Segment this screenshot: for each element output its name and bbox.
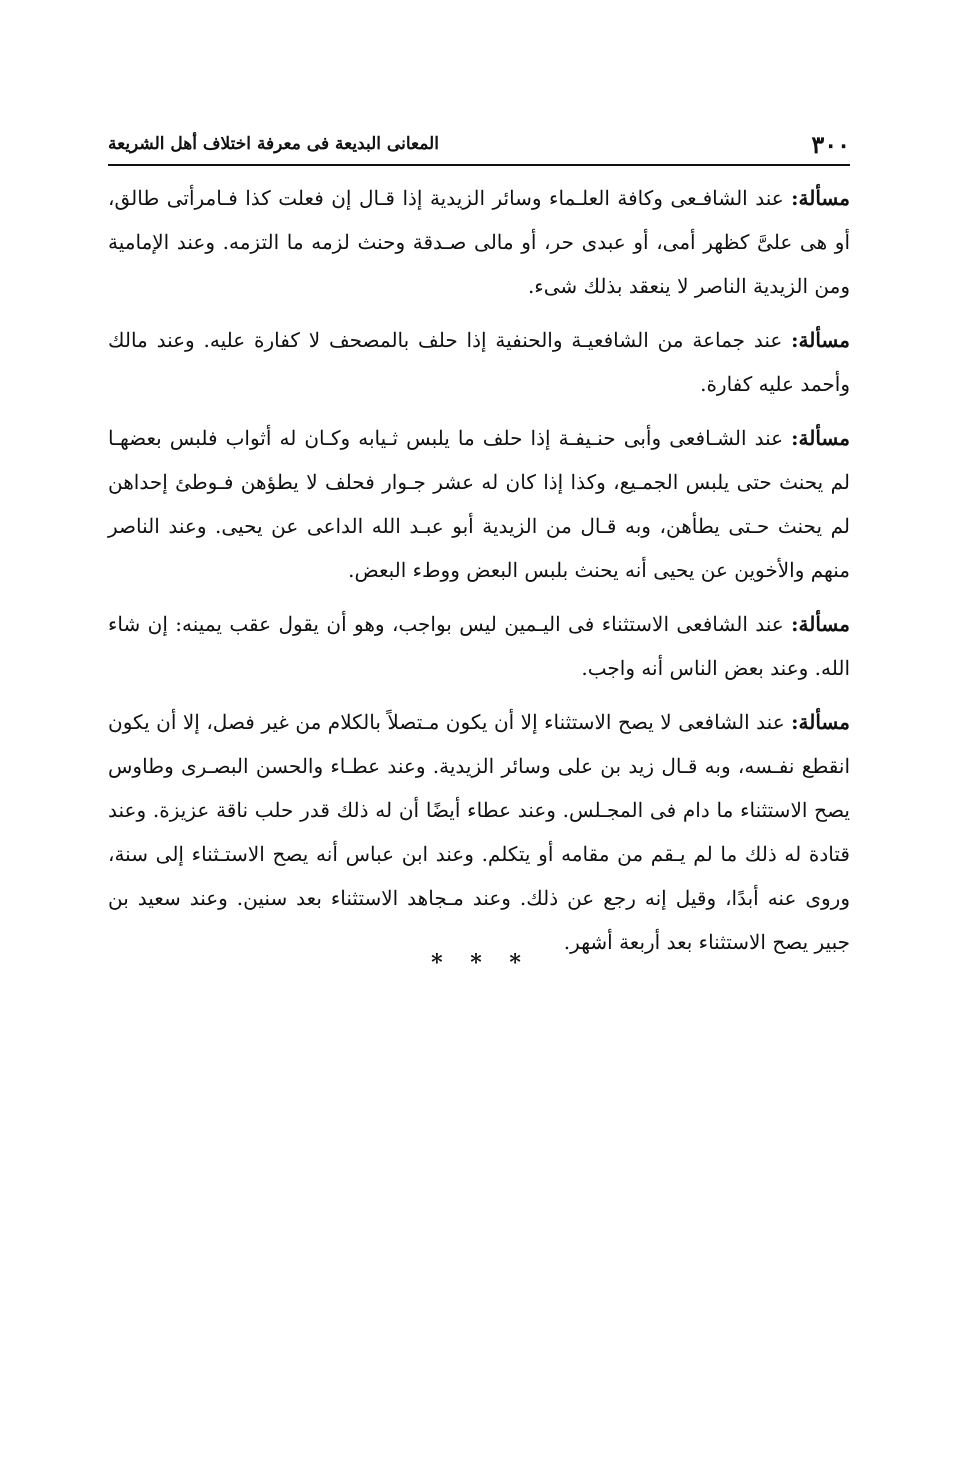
page-header — [108, 126, 850, 162]
paragraph-2 — [108, 318, 850, 406]
paragraph-lead: مسألة: — [791, 328, 850, 352]
paragraph-text: عند الشافعى الاستثناء فى اليـمين ليس بواجب، وهو أن يقول عقب يمينه: إن شاء الله. وعند بعض الناس أنه واجب. — [108, 612, 850, 680]
paragraph-text: عند الشـافعى وأبى حنـيفـة إذا حلف ما يلبس ثـيابه وكـان له أثواب فلبس بعضهـا لم يحنث حتى يلبس الجمـيع، وكذا إذا كان له عشر جـوار فحلف لا يطؤهن فـوطئ إحداهن لم يحنث حـتى يطأهن، وبه قـال من الزيدية أبو عبـد الله الداعى عن يحيى. وعند الناصر منهم والأخوين عن يحيى أنه يحنث بلبس البعض ووطء البعض. — [108, 426, 850, 582]
paragraph-3 — [108, 416, 850, 592]
paragraph-text: عند الشافعى لا يصح الاستثناء إلا أن يكون مـتصلاً بالكلام من غير فصل، إلا أن يكون انقطع نفـسه، وبه قـال زيد بن على وسائر الزيدية. وعند عطـاء والحسن البصـرى وطاوس يصح الاستثناء ما دام فى المجـلس. وعند عطاء أيضًا أن له ذلك قدر حلب ناقة عزيزة. وعند قتادة له ذلك ما لم يـقم من مقامه أو يتكلم. وعند ابن عباس أنه يصح الاستـثناء إلى سنة، وروى عنه أبدًا، وقيل إنه رجع عن ذلك. وعند مـجاهد الاستثناء بعد سنين. وعند سعيد بن جبير يصح الاستثناء بعد أربعة أشهر. — [108, 710, 850, 954]
paragraph-text: عند جماعة من الشافعيـة والحنفية إذا حلف بالمصحف لا كفارة عليه. وعند مالك وأحمد عليه كفارة. — [108, 328, 850, 396]
paragraph-5 — [108, 700, 850, 964]
paragraph-1 — [108, 176, 850, 308]
paragraph-lead: مسألة: — [791, 612, 850, 636]
paragraph-4 — [108, 602, 850, 690]
page-number: ٣٠٠ — [811, 129, 850, 159]
running-title: المعانى البديعة فى معرفة اختلاف أهل الشريعة — [108, 134, 439, 154]
paragraph-text: عند الشافـعى وكافة العلـماء وسائر الزيدية إذا قـال إن فعلت كذا فـامرأتى طالق، أو هى علىَّ كظهر أمى، أو عبدى حر، أو مالى صـدقة وحنث لزمه ما التزمه. وعند الإمامية ومن الزيدية الناصر لا ينعقد بذلك شىء. — [108, 186, 850, 298]
paragraph-lead: مسألة: — [791, 426, 850, 450]
header-rule — [108, 164, 850, 166]
paragraph-lead: مسألة: — [791, 186, 850, 210]
page-body — [108, 176, 850, 974]
section-separator: * * * — [431, 950, 531, 976]
paragraph-lead: مسألة: — [791, 710, 850, 734]
